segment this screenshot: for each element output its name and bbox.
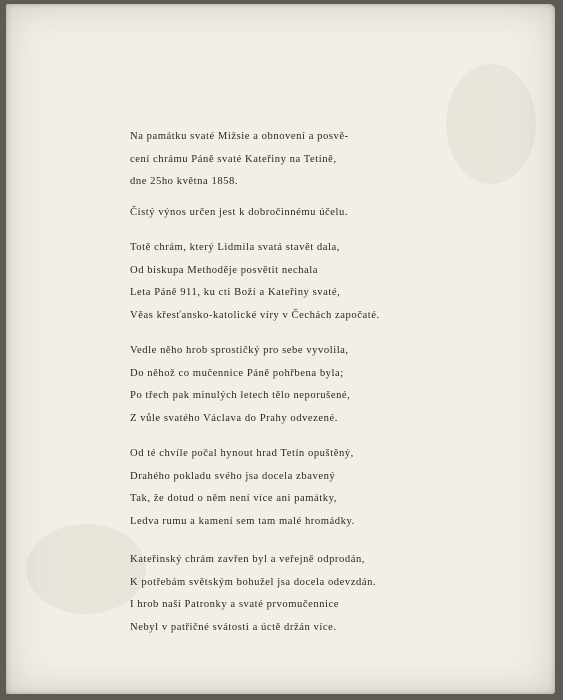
stanza-2-line: Do něhož co mučennice Páně pohřbena byla;: [130, 367, 344, 379]
document-page: [6, 4, 555, 694]
stanza-1-line: Totě chrám, který Lidmila svatá stavět dala,: [130, 242, 340, 253]
stanza-2-line: Vedle něho hrob sprostičký pro sebe vyvolila,: [130, 345, 349, 356]
stanza-1-line: Od biskupa Methoděje posvětit nechala: [130, 264, 319, 276]
stanza-3-line: Tak, že dotud o něm není více ani památky,: [130, 493, 337, 504]
intro-line: dne 25ho května 1858.: [130, 176, 239, 187]
stanza-4-line: Nebyl v patřičné svátosti a úctě držán více.: [130, 621, 337, 633]
poem-text: [130, 126, 450, 639]
paper-stain: [446, 64, 536, 184]
stanza-1-line: Věas křesťansko-katolické víry v Čechách započaté.: [130, 309, 380, 321]
stanza-4-line: I hrob naší Patronky a svaté prvomučennice: [130, 599, 340, 610]
stanza-3-line: Drahého pokladu svého jsa docela zbavený: [130, 470, 336, 482]
paper-stain: [26, 524, 146, 614]
intro-line: Na památku svaté Mižsie a obnovení a posvě-: [130, 131, 349, 142]
stanza-4-line: K potřebám světským bohužel jsa docela odevzdán.: [130, 576, 377, 588]
stanza-1-line: Leta Páně 911, ku cti Boží a Kateřiny svaté,: [130, 287, 341, 298]
stanza-4-line: Kateřinský chrám zavřen byl a veřejně odprodán,: [130, 554, 365, 565]
proceeds-note: Čistý výnos určen jest k dobročinnému účelu.: [130, 206, 349, 218]
stanza-3-line: Ledva rumu a kamení sem tam malé hromádky.: [130, 515, 355, 527]
stanza-2-line: Po třech pak minulých letech tělo neporušené,: [130, 390, 351, 401]
intro-line: cení chrámu Páně svaté Kateřiny na Tetíně,: [130, 153, 337, 165]
stanza-2-line: Z vůle svatého Václava do Prahy odvezené.: [130, 412, 338, 424]
stanza-3-line: Od té chvíle počal hynout hrad Tetín opuštěný,: [130, 448, 354, 459]
